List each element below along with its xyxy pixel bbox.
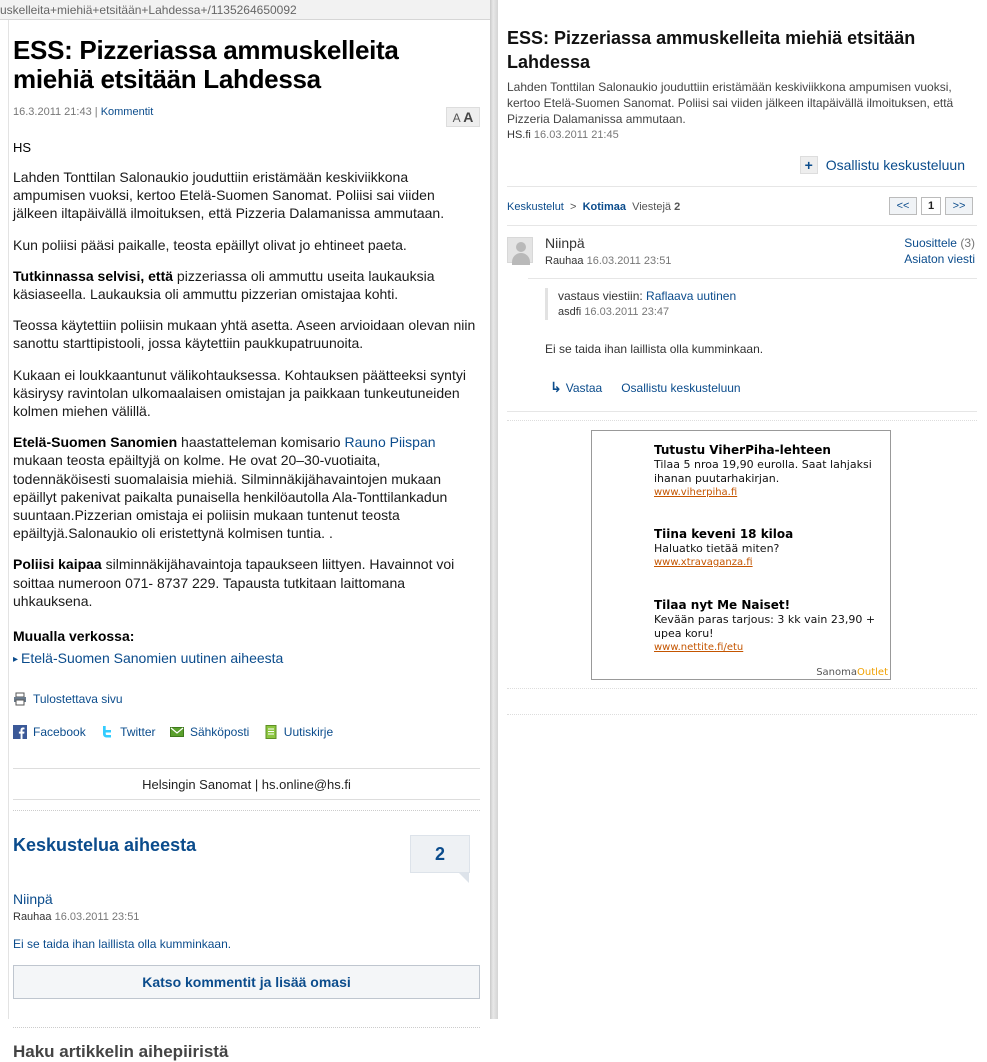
facebook-icon	[13, 725, 27, 739]
recommend-link[interactable]: Suosittele	[904, 236, 957, 250]
prev-page-button[interactable]: <<	[889, 197, 917, 215]
discussion-article-meta	[507, 129, 619, 141]
divider	[507, 420, 977, 421]
article-source: HS	[13, 140, 32, 155]
discussion-header	[13, 823, 480, 889]
ad-item[interactable]	[654, 527, 886, 568]
divider	[507, 411, 977, 412]
reply-to-date: 16.03.2011 23:47	[584, 306, 670, 318]
next-page-button[interactable]: >>	[945, 197, 973, 215]
font-small-button[interactable]: A	[452, 111, 460, 125]
comment-text[interactable]: Ei se taida ihan laillista olla kumminkaan.	[13, 937, 232, 952]
article-pane	[0, 0, 490, 1062]
divider	[507, 186, 977, 187]
paragraph-3	[13, 267, 480, 303]
comment-date: 16.03.2011 23:51	[586, 255, 672, 267]
ad-brand-a: Sanoma	[816, 667, 858, 678]
twitter-label: Twitter	[120, 725, 156, 740]
meta-separator: |	[94, 106, 98, 118]
comment-actions	[550, 379, 741, 396]
url-bar[interactable]: uskelleita+miehiä+etsitään+Lahdessa+/1135264650092	[0, 0, 490, 20]
paragraph-6	[13, 433, 480, 542]
left-divider-line	[8, 20, 9, 1019]
reply-to-user: asdfi	[558, 306, 582, 318]
messages-count: 2	[674, 201, 681, 213]
twitter-share[interactable]	[100, 725, 155, 739]
comment-tools	[904, 235, 975, 267]
footer-contact: Helsingin Sanomat | hs.online@hs.fi	[13, 768, 480, 800]
reply-to-label: vastaus viestiin:	[558, 289, 643, 303]
share-row	[13, 725, 480, 744]
paragraph-1: Lahden Tonttilan Salonaukio jouduttiin eristämään keskiviikkona ampumisen vuoksi, kertoo Etelä-Suomen Sanomat. Poliisi sai viiden jälkeen iltapäivällä ilmoituksen, että Pizzeria Dalamanissa ammutaan.	[13, 169, 445, 222]
elsewhere-heading: Muualla verkossa:	[13, 628, 135, 645]
article-title: ESS: Pizzeriassa ammuskelleita miehiä etsitään Lahdessa	[13, 35, 399, 94]
reply-to-link[interactable]: Raflaava uutinen	[646, 289, 737, 303]
article-meta	[13, 106, 480, 118]
ad-text: Kevään paras tarjous: 3 kk vain 23,90 + upea koru!	[654, 613, 876, 640]
facebook-share[interactable]	[13, 725, 86, 739]
view-comments-button[interactable]: Katso kommentit ja lisää omasi	[13, 965, 480, 999]
paragraph-6-lead: Etelä-Suomen Sanomien	[13, 434, 178, 451]
discussion-source: HS.fi	[507, 129, 531, 141]
comment-author: Niinpä	[545, 235, 585, 251]
join-discussion-link[interactable]: Osallistu keskusteluun	[621, 380, 741, 395]
email-label: Sähköposti	[189, 725, 250, 740]
discussion-date: 16.03.2011 21:45	[533, 129, 619, 141]
ad-text: Haluatko tietää miten?	[654, 542, 780, 555]
discussion-article-lead: Lahden Tonttilan Salonaukio jouduttiin eristämään keskiviikkona ampumisen vuoksi, kertoo Etelä-Suomen Sanomat. Poliisi sai viiden jälkeen iltapäivällä ilmoituksen, että Pizzeria Dalamanissa ammutaan.	[507, 80, 954, 126]
advertisement[interactable]	[591, 430, 891, 680]
newsletter-icon	[264, 725, 278, 739]
reply-arrow-icon: ↳	[550, 379, 562, 395]
footer-divider	[13, 810, 480, 811]
paragraph-7	[13, 555, 480, 610]
ad-brand-b: Outlet	[857, 667, 888, 678]
font-large-button[interactable]: A	[463, 109, 474, 125]
comment-user: Rauhaa	[13, 911, 52, 924]
ad-text: Tilaa 5 nroa 19,90 eurolla. Saat lahjaksi ihanan puutarhakirjan.	[654, 458, 872, 485]
ad-title[interactable]: Tiina keveni 18 kiloa	[654, 527, 794, 541]
ad-title[interactable]: Tilaa nyt Me Naiset!	[654, 598, 791, 612]
newsletter-link[interactable]	[264, 725, 333, 739]
font-size-control[interactable]	[446, 107, 480, 127]
print-label: Tulostettava sivu	[33, 692, 123, 707]
ad-url[interactable]: www.viherpiha.fi	[654, 487, 738, 498]
join-discussion-label: Osallistu keskusteluun	[825, 157, 965, 173]
ad-title[interactable]: Tutustu ViherPiha-lehteen	[654, 443, 831, 457]
avatar	[507, 237, 533, 263]
reply-button[interactable]: Vastaa	[565, 380, 603, 395]
elsewhere-link[interactable]: ▸ Etelä-Suomen Sanomien uutinen aiheesta	[13, 650, 480, 666]
breadcrumb	[507, 201, 680, 213]
comment-author[interactable]: Niinpä	[13, 891, 53, 908]
topic-search-heading: Haku artikkelin aihepiiristä	[13, 1027, 480, 1062]
printer-icon	[13, 692, 27, 706]
ad-item[interactable]	[654, 443, 886, 498]
paragraph-7-lead: Poliisi kaipaa	[13, 556, 102, 573]
paragraph-7-text: silminnäkijähavaintoja tapaukseen liittyen. Havainnot voi soittaa numeroon 071- 8737 229. Tapausta tutkitaan laittomana uhkauksena.	[13, 556, 455, 609]
ad-url[interactable]: www.nettite.fi/etu	[654, 642, 744, 653]
comment-body: Ei se taida ihan laillista olla kumminkaan.	[545, 342, 764, 356]
twitter-icon	[100, 725, 114, 739]
pane-splitter[interactable]	[490, 0, 498, 1019]
report-link[interactable]: Asiaton viesti	[904, 252, 975, 266]
ad-item[interactable]	[654, 598, 886, 653]
breadcrumb-root[interactable]: Keskustelut	[507, 201, 564, 213]
ad-url[interactable]: www.xtravaganza.fi	[654, 557, 753, 568]
comments-link[interactable]: Kommentit	[100, 106, 154, 118]
recommend-count: (3)	[960, 236, 975, 250]
plus-icon: +	[800, 156, 818, 174]
divider	[507, 225, 977, 226]
print-link[interactable]	[13, 692, 123, 706]
paragraph-4: Teossa käytettiin poliisin mukaan yhtä asetta. Aseen arvioidaan olevan niin sanottu starttipistooli, jossa käytettiin paukkupatruunoita.	[13, 317, 476, 352]
article	[13, 20, 480, 1062]
discussion-title[interactable]: Keskustelua aiheesta	[13, 835, 197, 856]
messages-label: Viestejä	[632, 201, 672, 213]
comment-date: 16.03.2011 23:51	[54, 911, 140, 924]
facebook-label: Facebook	[33, 725, 86, 740]
paragraph-2: Kun poliisi pääsi paikalle, teosta epäillyt olivat jo ehtineet paeta.	[13, 236, 407, 253]
ad-brand-logo	[816, 667, 888, 678]
comment-user: Rauhaa	[545, 255, 584, 267]
person-link[interactable]: Rauno Piispan	[344, 434, 436, 451]
comment-meta	[13, 911, 480, 923]
breadcrumb-separator: >	[570, 201, 577, 213]
pagination	[885, 197, 973, 215]
email-icon	[170, 725, 184, 739]
paragraph-3-lead: Tutkinnassa selvisi, että	[13, 267, 174, 284]
reply-quote	[545, 288, 736, 320]
paragraph-6-text-a: haastatteleman komisario	[177, 434, 345, 451]
breadcrumb-current[interactable]: Kotimaa	[582, 201, 626, 213]
print-row	[13, 692, 480, 711]
newsletter-label: Uutiskirje	[283, 725, 334, 740]
divider	[528, 278, 977, 279]
join-discussion-button[interactable]	[800, 156, 965, 174]
paragraph-3-text: pizzeriassa oli ammuttu useita laukauksia käsiaseella. Laukauksia oli ammuttu pizzerian omistajaa kohti.	[13, 267, 435, 303]
article-date: 16.3.2011 21:43	[13, 106, 92, 118]
page-1-button[interactable]: 1	[921, 197, 941, 215]
discussion-count-badge[interactable]: 2	[410, 835, 470, 873]
paragraph-5: Kukaan ei loukkaantunut välikohtauksessa. Kohtauksen päätteeksi syntyi käsirysy ravintolan ulkomaalaisen omistajan ja paikkaan tunkeutuneiden kolmen miehen välillä.	[13, 366, 466, 420]
email-share[interactable]	[170, 725, 249, 739]
comment-meta	[545, 255, 671, 267]
discussion-pane	[498, 0, 987, 1019]
discussion-article-title: ESS: Pizzeriassa ammuskelleita miehiä etsitään Lahdessa	[507, 28, 916, 72]
divider	[507, 688, 977, 689]
divider	[507, 714, 977, 715]
paragraph-6-text-b: mukaan teosta epäiltyjä on kolme. He ovat 20–30-vuotiaita, todennäköisesti suomalaisia miehiä. Silminnäkijähavaintojen mukaan epäillyt pakenivat paikalta punaisella henkilöautolla Ala-Tonttilankadun suuntaan.Pizzerian omistaja ei poliisin mukaan tuntenut teosta epäiltyjä.Salonaukio oli eristettynä kolmisen tuntia. .	[13, 452, 448, 542]
